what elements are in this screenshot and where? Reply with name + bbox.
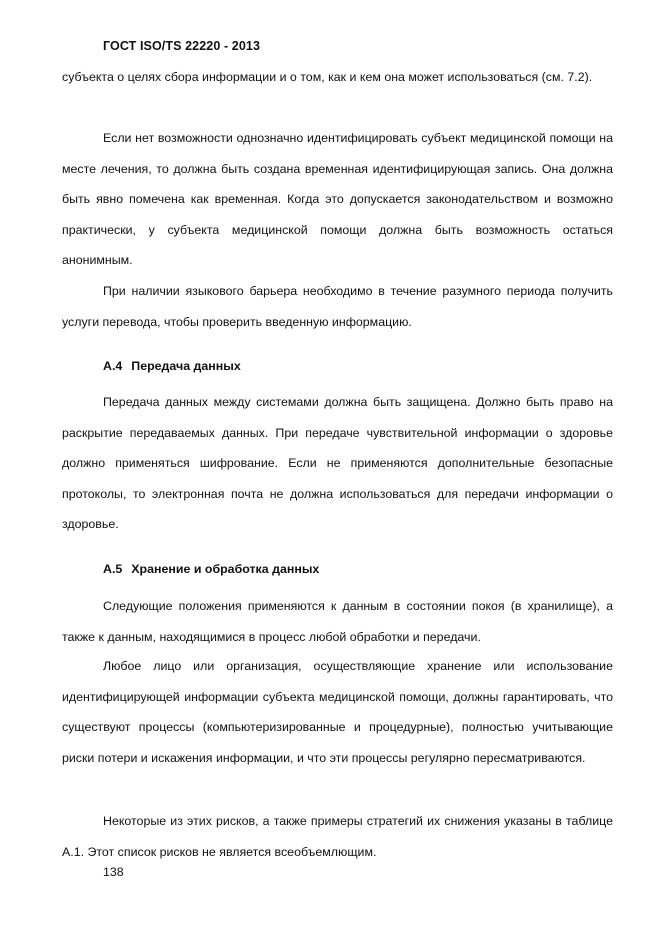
paragraph-storage-scope: Следующие положения применяются к данным в состоянии покоя (в хранилище), а также к данным, находящимися в процесс любой обработки и передачи. <box>62 599 613 644</box>
section-title: Передача данных <box>131 359 241 373</box>
page-number: 138 <box>103 865 124 879</box>
section-heading-a4 <box>103 359 241 373</box>
paragraph-risks-table: Некоторые из этих рисков, а также примеры стратегий их снижения указаны в таблице А.1. Этот список рисков не является всеобъемлющим. <box>62 814 613 859</box>
section-number: А.4 <box>103 359 123 373</box>
section-title: Хранение и обработка данных <box>131 562 320 576</box>
document-header: ГОСТ ISO/TS 22220 - 2013 <box>103 39 260 53</box>
paragraph-language-barrier: При наличии языкового барьера необходимо в течение разумного периода получить услуги перевода, чтобы проверить введенную информацию. <box>62 284 613 329</box>
paragraph-continuation: субъекта о целях сбора информации и о том, как и кем она может использоваться (см. 7.2). <box>62 70 593 84</box>
section-heading-a5 <box>103 562 319 576</box>
section-number: А.5 <box>103 562 123 576</box>
paragraph-data-transfer: Передача данных между системами должна быть защищена. Должно быть право на раскрытие передаваемых данных. При передаче чувствительной информации о здоровье должно применяться шифрование. Если не применяются дополнительные безопасные протоколы, то электронная почта не должна использоваться для передачи информации о здоровье. <box>62 395 613 531</box>
paragraph-storage-processes: Любое лицо или организация, осуществляющие хранение или использование идентифицирующей информации субъекта медицинской помощи, должны гарантировать, что существуют процессы (компьютеризированные и процедурные), полностью учитывающие риски потери и искажения информации, и что эти процессы регулярно пересматриваются. <box>62 659 613 765</box>
paragraph-temporary-record: Если нет возможности однозначно идентифицировать субъект медицинской помощи на месте лечения, то должна быть создана временная идентифицирующая запись. Она должна быть явно помечена как временная. Когда это допускается законодательством и возможно практически, у субъекта медицинской помощи должна быть возможность остаться анонимным. <box>62 131 613 267</box>
